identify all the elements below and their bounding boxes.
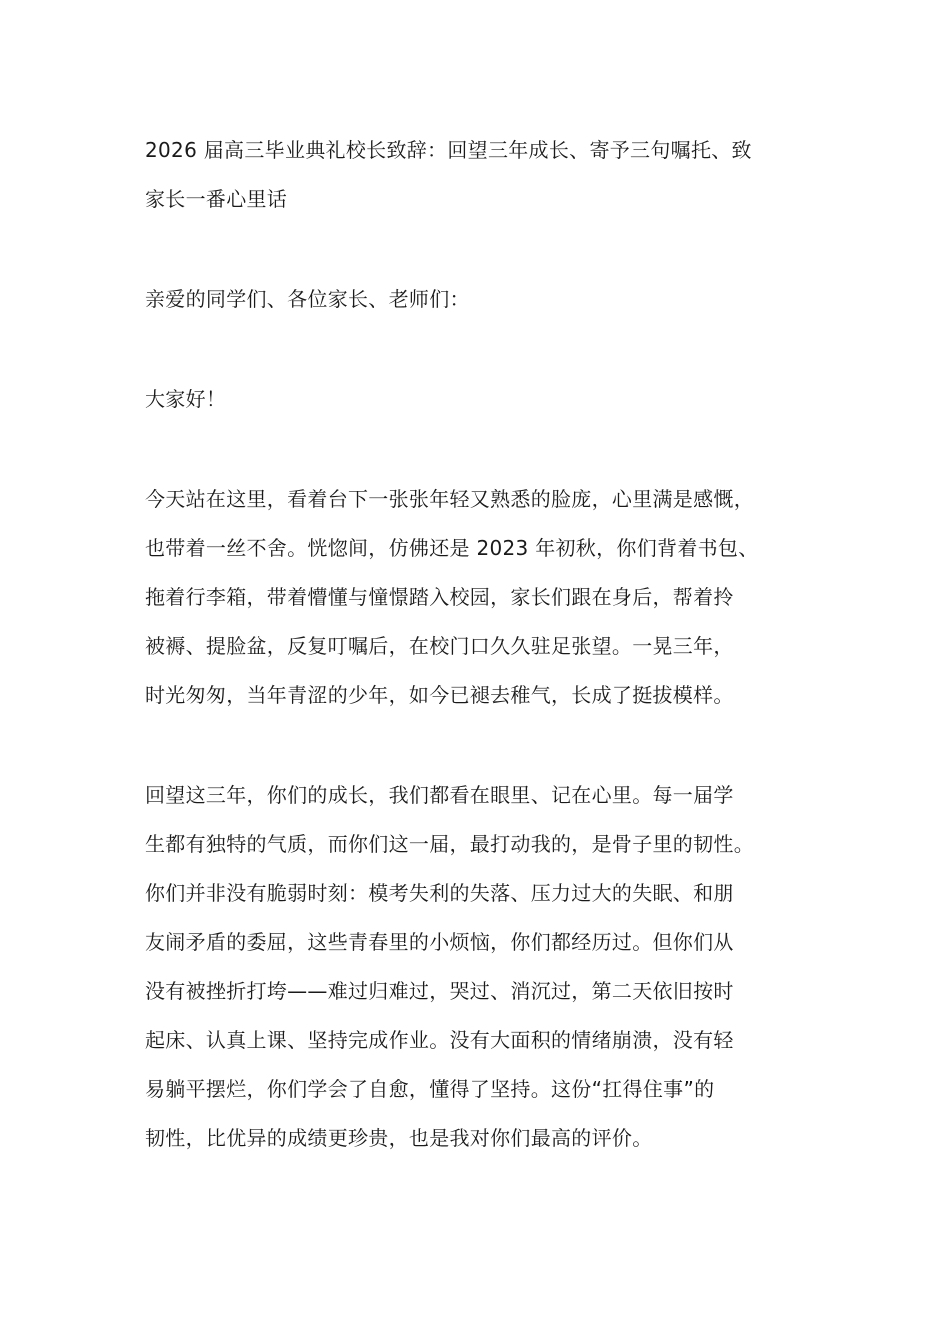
paragraph-line: 没有被挫折打垮——难过归难过，哭过、消沉过，第二天依旧按时 bbox=[145, 979, 734, 1003]
paragraph-2 bbox=[145, 775, 835, 1167]
paragraph-line: 韧性，比优异的成绩更珍贵，也是我对你们最高的评价。 bbox=[145, 1126, 653, 1150]
salutation: 亲爱的同学们、各位家长、老师们： bbox=[145, 287, 470, 311]
salutation-paragraph bbox=[145, 279, 835, 328]
paragraph-line: 回望这三年，你们的成长，我们都看在眼里、记在心里。每一届学 bbox=[145, 783, 734, 807]
paragraph-line: 起床、认真上课、坚持完成作业。没有大面积的情绪崩溃，没有轻 bbox=[145, 1028, 734, 1052]
paragraph-line: 也带着一丝不舍。恍惚间，仿佛还是 2023 年初秋，你们背着书包、 bbox=[145, 536, 759, 560]
greeting: 大家好！ bbox=[145, 387, 227, 411]
paragraph-line: 友闹矛盾的委屈，这些青春里的小烦恼，你们都经历过。但你们从 bbox=[145, 930, 734, 954]
title-line: 2026 届高三毕业典礼校长致辞：回望三年成长、寄予三句嘱托、致 bbox=[145, 138, 752, 162]
paragraph-1 bbox=[145, 479, 835, 724]
document-title bbox=[145, 130, 835, 228]
greeting-paragraph bbox=[145, 379, 835, 428]
title-line: 家长一番心里话 bbox=[145, 187, 288, 211]
paragraph-line: 生都有独特的气质，而你们这一届，最打动我的，是骨子里的韧性。 bbox=[145, 832, 754, 856]
paragraph-line: 你们并非没有脆弱时刻：模考失利的失落、压力过大的失眠、和朋 bbox=[145, 881, 734, 905]
paragraph-line: 拖着行李箱，带着懵懂与憧憬踏入校园，家长们跟在身后，帮着拎 bbox=[145, 585, 734, 609]
paragraph-line: 被褥、提脸盆，反复叮嘱后，在校门口久久驻足张望。一晃三年， bbox=[145, 634, 734, 658]
document-body bbox=[145, 130, 835, 1167]
paragraph-line: 易躺平摆烂，你们学会了自愈，懂得了坚持。这份“扛得住事”的 bbox=[145, 1077, 715, 1101]
paragraph-line: 今天站在这里，看着台下一张张年轻又熟悉的脸庞，心里满是感慨， bbox=[145, 487, 754, 511]
paragraph-line: 时光匆匆，当年青涩的少年，如今已褪去稚气，长成了挺拔模样。 bbox=[145, 683, 734, 707]
